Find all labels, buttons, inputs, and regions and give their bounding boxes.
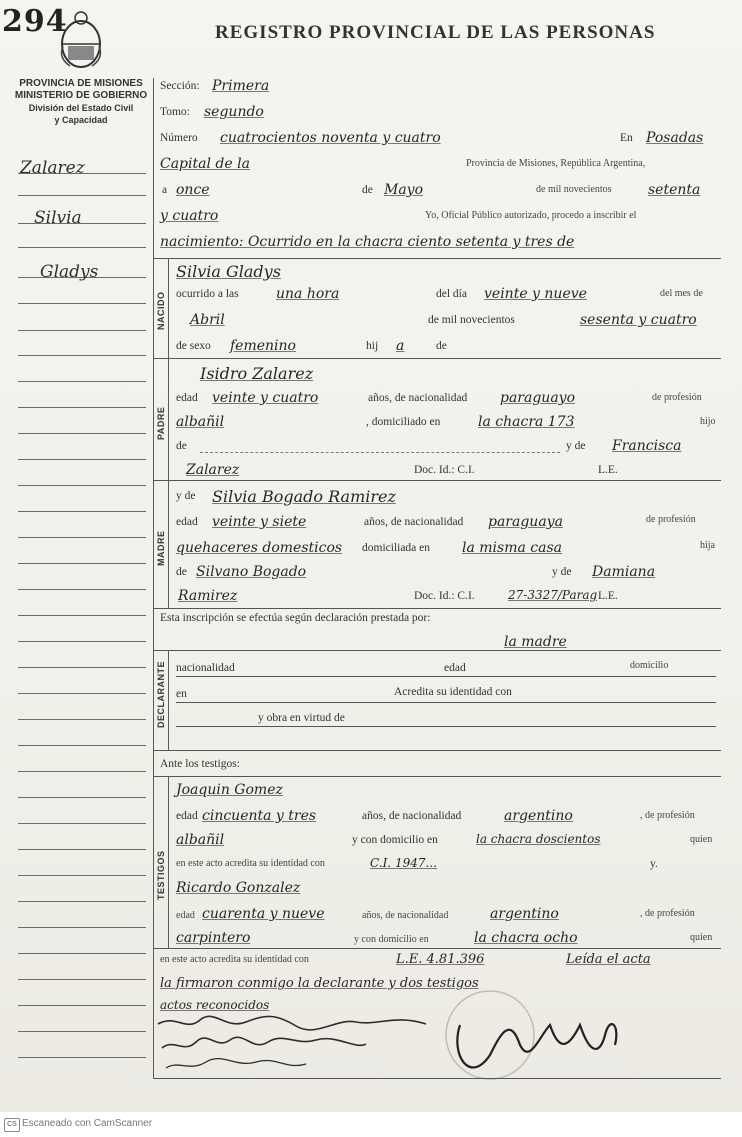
a-label: a	[162, 184, 168, 196]
madre-value: Silvia Bogado Ramirez	[212, 487, 396, 506]
ocurrido-label: ocurrido a las	[176, 288, 239, 300]
ci-t1-value: C.I. 1947...	[370, 856, 437, 870]
acredita3-label: en este acto acredita su identidad con	[160, 954, 309, 965]
con-domicilio-label: y con domicilio en	[352, 834, 438, 846]
en2-label: en	[176, 688, 187, 700]
nacionalidad-label: nacionalidad	[176, 662, 235, 674]
madre-section-label: MADRE	[156, 530, 166, 566]
edad-t2-value: cuarenta y nueve	[202, 906, 325, 922]
padre-section-label: PADRE	[156, 406, 166, 440]
ministry-line: MINISTERIO DE GOBIERNO	[14, 90, 148, 101]
nacido-section-label: NACIDO	[156, 291, 166, 330]
edad-padre-value: veinte y cuatro	[212, 390, 319, 406]
de-label: de	[362, 184, 373, 196]
doc2-label: Doc. Id.: C.I.	[414, 590, 475, 602]
abuela-p2-value: Zalarez	[186, 462, 240, 478]
seccion-value: Primera	[212, 78, 270, 94]
prof-padre-value: albañil	[176, 414, 225, 430]
margin-name-2: Gladys	[40, 262, 99, 282]
en-value: Posadas	[646, 130, 704, 146]
hij-label: hij	[366, 340, 379, 352]
nac-madre-value: paraguaya	[488, 514, 563, 530]
le2-label: L.E.	[598, 590, 618, 602]
de-profesion2-label: de profesión	[646, 514, 696, 525]
domiciliada-label: domiciliada en	[362, 542, 431, 554]
edad-t1-value: cincuenta y tres	[202, 808, 317, 824]
abuela-m2-value: Ramirez	[178, 588, 238, 604]
edad5-label: edad	[176, 910, 195, 921]
oficial-label: Yo, Oficial Público autorizado, procedo a inscribir el	[425, 210, 637, 221]
dia-nac-value: veinte y nueve	[484, 286, 587, 302]
testigo2-value: Ricardo Gonzalez	[176, 880, 301, 896]
obra-label: y obra en virtud de	[258, 712, 345, 724]
capacity-line: y Capacidad	[54, 115, 108, 125]
dom-t2-value: la chacra ocho	[474, 930, 578, 946]
provincia-label: Provincia de Misiones, República Argentina,	[466, 158, 646, 169]
nac-t1-value: argentino	[504, 808, 573, 824]
padre-value: Isidro Zalarez	[200, 364, 314, 383]
abuelo-m-value: Silvano Bogado	[196, 564, 307, 580]
cierre1-value: Leída el acta	[566, 952, 651, 967]
mes-nac-value: Abril	[190, 312, 225, 328]
mil-nov2-label: de mil novecientos	[428, 314, 515, 326]
anos-nac4-label: años, de nacionalidad	[362, 910, 449, 921]
province-header	[6, 78, 156, 126]
capital-value: Capital de la	[160, 156, 250, 172]
nac-t2-value: argentino	[490, 906, 559, 922]
cierre3-value: actos reconocidos	[160, 998, 270, 1012]
scanner-caption: Escaneado con CamScanner	[22, 1118, 153, 1129]
registry-title: REGISTRO PROVINCIAL DE LAS PERSONAS	[215, 22, 656, 43]
numero-label: Número	[160, 132, 198, 144]
coat-of-arms-seal	[58, 8, 104, 70]
scanner-footer	[0, 1112, 742, 1137]
abuela-m-value: Damiana	[592, 564, 656, 580]
anos-nac2-label: años, de nacionalidad	[364, 516, 464, 528]
dom-padre-value: la chacra 173	[478, 414, 575, 430]
hora-value: una hora	[276, 286, 340, 302]
edad-label: edad	[176, 392, 198, 404]
testigos-label: Ante los testigos:	[160, 758, 240, 770]
prof-madre-value: quehaceres domesticos	[176, 540, 343, 556]
seccion-label: Sección:	[160, 80, 200, 92]
sexo-label: de sexo	[176, 340, 211, 352]
division-line: División del Estado Civil	[28, 103, 134, 113]
quien2-label: quien	[690, 932, 713, 943]
dom-t1-value: la chacra doscientos	[476, 832, 601, 846]
prof-t1-value: albañil	[176, 832, 225, 848]
edad-madre-value: veinte y siete	[212, 514, 307, 530]
y-de-label: y de	[566, 440, 586, 452]
edad3-label: edad	[444, 662, 466, 674]
margin-column	[18, 145, 146, 1075]
hija-label: hija	[700, 540, 715, 551]
domicilio-label: domicilio	[630, 660, 669, 671]
declarante-section-label: DECLARANTE	[156, 661, 166, 728]
prof-t2-value: carpintero	[176, 930, 251, 946]
de-profesion3-label: , de profesión	[640, 810, 695, 821]
mes-value: Mayo	[384, 182, 424, 198]
numero-value: cuatrocientos noventa y cuatro	[220, 130, 441, 146]
abuela-p-value: Francisca	[612, 438, 682, 454]
de3-label: de	[176, 440, 187, 452]
tomo-label: Tomo:	[160, 106, 190, 118]
nombre-value: Silvia Gladys	[176, 262, 281, 281]
del-mes-label: del mes de	[660, 288, 703, 299]
doc-label: Doc. Id.: C.I.	[414, 464, 475, 476]
anio2-value: y cuatro	[160, 208, 219, 224]
anos-nac-label: años, de nacionalidad	[368, 392, 468, 404]
edad4-label: edad	[176, 810, 198, 822]
de-profesion-label: de profesión	[652, 392, 702, 403]
margin-surname: Zalarez	[20, 158, 85, 178]
folio-number: 294	[2, 4, 68, 39]
dia-value: once	[176, 182, 210, 198]
testigo1-value: Joaquin Gomez	[176, 782, 283, 798]
edad2-label: edad	[176, 516, 198, 528]
testigos-section-label: TESTIGOS	[156, 850, 166, 900]
hijo-label: hijo	[700, 416, 716, 427]
y-de2-label: y de	[176, 490, 196, 502]
inscripcion-label: Esta inscripción se efectúa según declaración prestada por:	[160, 612, 431, 624]
camscanner-badge: CS	[4, 1118, 20, 1132]
tomo-value: segundo	[204, 104, 264, 120]
signatures-handwritten	[156, 1010, 446, 1074]
de2-label: de	[436, 340, 447, 352]
domiciliado-label: , domiciliado en	[366, 416, 441, 428]
y-de3-label: y de	[552, 566, 572, 578]
hij-value: a	[396, 338, 405, 354]
province-line: PROVINCIA DE MISIONES	[19, 78, 143, 89]
mil-nov-label: de mil novecientos	[536, 184, 612, 195]
y-label: y.	[650, 858, 658, 870]
del-dia-label: del día	[436, 288, 467, 300]
anio-value: setenta	[648, 182, 701, 198]
le-label: L.E.	[598, 464, 618, 476]
acredita2-label: en este acto acredita su identidad con	[176, 858, 325, 869]
nacimiento-value: nacimiento: Ocurrido en la chacra ciento setenta y tres de	[160, 234, 575, 250]
nac-padre-value: paraguayo	[500, 390, 576, 406]
dom-madre-value: la misma casa	[462, 540, 563, 556]
con-domicilio2-label: y con domicilio en	[354, 934, 429, 945]
margin-name-1: Silvia	[34, 208, 82, 228]
de4-label: de	[176, 566, 187, 578]
cierre2-value: la firmaron conmigo la declarante y dos testigos	[160, 976, 479, 991]
anos-nac3-label: años, de nacionalidad	[362, 810, 462, 822]
ci-madre-value: 27-3327/Parag	[508, 588, 598, 602]
sexo-value: femenino	[230, 338, 296, 354]
ci-t2-value: L.E. 4.81.396	[396, 952, 485, 967]
frame-line	[153, 78, 154, 1078]
declarante-value: la madre	[504, 634, 567, 650]
en-label: En	[620, 132, 633, 144]
quien-label: quien	[690, 834, 713, 845]
de-profesion4-label: , de profesión	[640, 908, 695, 919]
acredita-label: Acredita su identidad con	[394, 686, 512, 698]
anio-nac-value: sesenta y cuatro	[580, 312, 697, 328]
